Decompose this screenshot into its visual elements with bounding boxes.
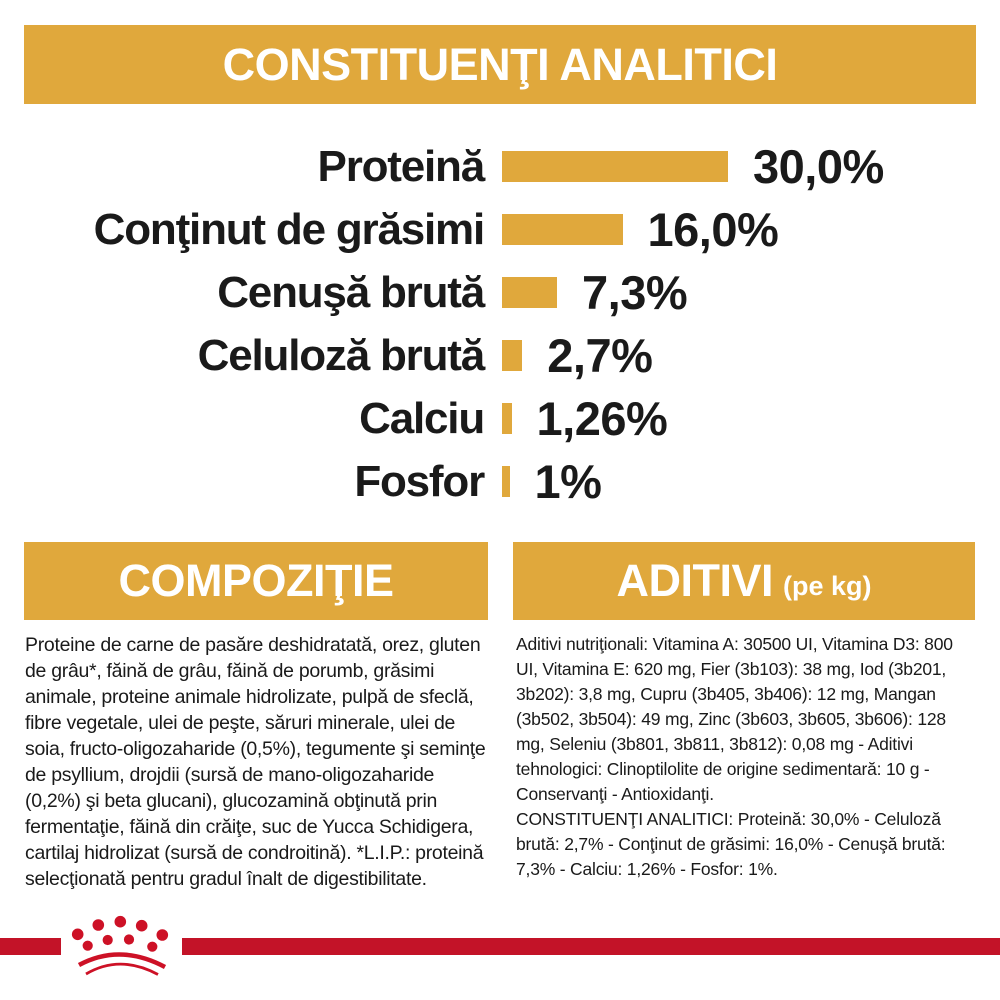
composition-banner <box>24 542 488 620</box>
chart-bar <box>502 214 623 245</box>
chart-bar <box>502 277 557 308</box>
chart-category-label: Celuloză brută <box>197 330 484 380</box>
chart-category-label: Calciu <box>359 393 484 443</box>
chart-bar <box>502 340 522 371</box>
chart-category-label: Proteină <box>317 141 484 191</box>
analytical-constituents-chart <box>0 135 1000 513</box>
header-banner <box>24 25 976 104</box>
chart-category-label: Conţinut de grăsimi <box>93 204 484 254</box>
additives-nutritional-paragraph: Aditivi nutriţionali: Vitamina A: 30500 UI, Vitamina D3: 800 UI, Vitamina E: 620 mg, Fier (3b103): 38 mg, Iod (3b201, 3b202): 3,8 mg, Cupru (3b405, 3b406): 12 mg, Mangan (3b502, 3b504): 49 mg, Zinc (3b603, 3b605, 3b606): 128 mg, Seleniu (3b801, 3b811, 3b812): 0,08 mg - Aditivi tehnologici: Clinoptilolite de origine sedimentară: 10 g - Conservanţi - Antioxidanţi. <box>516 634 953 804</box>
chart-category-label: Fosfor <box>354 456 484 506</box>
royal-canin-crown-icon <box>62 912 182 982</box>
chart-value-label: 2,7% <box>547 329 653 382</box>
chart-row <box>0 387 1000 450</box>
chart-bar <box>502 151 728 182</box>
additives-analytical-paragraph: CONSTITUENŢI ANALITICI: Proteină: 30,0% - Celuloză brută: 2,7% - Conţinut de grăsimi: 16,0% - Cenuşă brută: 7,3% - Calciu: 1,26% - Fosfor: 1%. <box>516 809 946 879</box>
chart-bar <box>502 466 510 497</box>
additives-text <box>516 632 978 882</box>
chart-row <box>0 261 1000 324</box>
chart-bar <box>502 403 512 434</box>
chart-row <box>0 198 1000 261</box>
chart-value-label: 1,26% <box>536 392 668 445</box>
chart-value-label: 1% <box>534 455 602 508</box>
chart-value-label: 7,3% <box>582 266 688 319</box>
additives-banner <box>513 542 975 620</box>
composition-title: COMPOZIŢIE <box>118 555 394 606</box>
composition-paragraph: Proteine de carne de pasăre deshidratată, orez, gluten de grâu*, făină de grâu, făină de porumb, grăsimi animale, proteine animale hidrolizate, pulpă de sfeclă, fibre vegetale, ulei de peşte, săruri minerale, ulei de soia, fructo-oligozaharide (0,5%), tegumente şi seminţe de psyllium, drojdii (sursă de mano-oligozaharide (0,2%) şi beta glucani), glucozamină obţinută prin fermentaţie, făină din crăiţe, suc de Yucca Schidigera, cartilaj hidrolizat (sursă de condroitină). *L.I.P.: proteină selecţionată pentru gradul înalt de digestibilitate. <box>25 634 486 890</box>
chart-row <box>0 450 1000 513</box>
chart-value-label: 30,0% <box>753 140 884 193</box>
chart-row <box>0 135 1000 198</box>
page-title: CONSTITUENŢI ANALITICI <box>222 38 778 90</box>
composition-text <box>25 632 487 892</box>
chart-category-label: Cenuşă brută <box>217 267 484 317</box>
chart-row <box>0 324 1000 387</box>
chart-value-label: 16,0% <box>647 203 779 256</box>
additives-title-suffix: (pe kg) <box>783 570 872 601</box>
additives-title: ADITIVI <box>616 555 773 606</box>
